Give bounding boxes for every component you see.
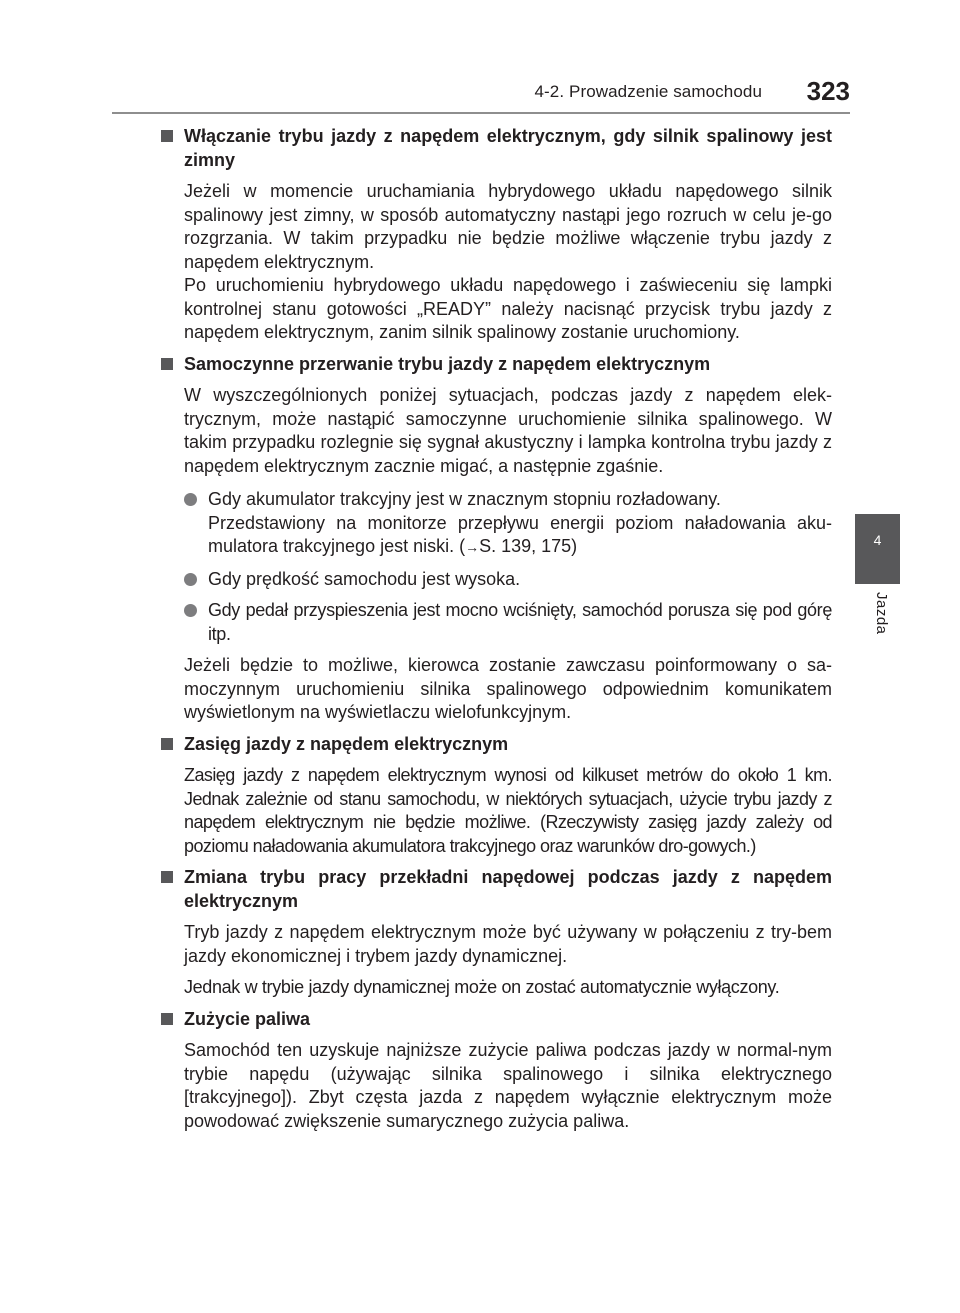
square-bullet-icon xyxy=(161,871,173,883)
list-item-detail-text: Przedstawiony na monitorze przepływu energii poziom naładowania aku-mulatora trakcyjnego jest niski. ( xyxy=(208,512,832,556)
square-bullet-icon xyxy=(161,130,173,142)
square-bullet-icon xyxy=(161,1013,173,1025)
list-item xyxy=(160,568,832,592)
header-rule xyxy=(112,112,850,114)
section-heading xyxy=(160,353,832,377)
paragraph: Jednak w trybie jazdy dynamicznej może on zostać automatycznie wyłączony. xyxy=(184,977,780,997)
section-heading-text: Zużycie paliwa xyxy=(184,1008,311,1029)
list-item-text: Gdy prędkość samochodu jest wysoka. xyxy=(208,568,521,589)
section-ev-range xyxy=(160,733,832,859)
section-ev-cold-engine xyxy=(160,125,832,345)
list-item xyxy=(160,599,832,646)
circle-bullet-icon xyxy=(184,493,197,506)
section-auto-cancel xyxy=(160,353,832,725)
section-heading xyxy=(160,125,832,172)
circle-bullet-icon xyxy=(184,604,197,617)
section-heading-text: Samoczynne przerwanie trybu jazdy z napędem elektrycznym xyxy=(184,353,711,374)
list-item-detail xyxy=(208,512,832,560)
section-heading-text: Zasięg jazdy z napędem elektrycznym xyxy=(184,733,509,754)
section-heading xyxy=(160,733,832,757)
section-heading-text: Zmiana trybu pracy przekładni napędowej podczas jazdy z napędem elektrycznym xyxy=(184,867,832,911)
page-content xyxy=(160,125,832,1141)
paragraph: Samochód ten uzyskuje najniższe zużycie paliwa podczas jazdy w normal-nym trybie napędu (używając silnika spalinowego i silnika elektrycznego [trakcyjnego]). Zbyt częsta jazda z napędem wyłącznie elektrycznym może powodować zwiększenie sumarycznego zużycia paliwa. xyxy=(184,1040,832,1131)
page-reference: S. 139, 175) xyxy=(479,536,578,556)
section-heading xyxy=(160,866,832,913)
page-number: 323 xyxy=(806,76,850,106)
section-heading xyxy=(160,1008,832,1032)
paragraph: Zasięg jazdy z napędem elektrycznym wynosi od kilkuset metrów do około 1 km. Jednak zależnie od stanu samochodu, w niektórych sytuacjach, użycie trybu jazdy z napędem elektrycznym nie będzie możliwe. (Rzeczywisty zasięg jazdy zależy od poziomu naładowania akumulatora trakcyjnego oraz warunków dro-gowych.) xyxy=(184,765,832,856)
circle-bullet-icon xyxy=(184,573,197,586)
paragraph: Po uruchomieniu hybrydowego układu napędowego i zaświeceniu się lampki kontrolnej stanu gotowości „READY” należy nacisnąć przycisk trybu jazdy z napędem elektrycznym, zanim silnik spalinowy zostanie uruchomiony. xyxy=(184,275,832,342)
page-header-section: 4-2. Prowadzenie samochodu xyxy=(534,82,762,101)
list-item-text: Gdy akumulator trakcyjny jest w znacznym stopniu rozładowany. xyxy=(208,489,721,509)
section-transmission-mode xyxy=(160,866,832,1000)
chapter-tab xyxy=(855,514,900,584)
section-heading-text: Włączanie trybu jazdy z napędem elektrycznym, gdy silnik spalinowy jest zimny xyxy=(184,126,832,170)
paragraph: Jeżeli będzie to możliwe, kierowca zostanie zawczasu poinformowany o sa-moczynnym uruchomieniu silnika spalinowego odpowiednim komunikatem wyświetlonym na wyświetlaczu wielofunkcyjnym. xyxy=(184,655,832,722)
square-bullet-icon xyxy=(161,358,173,370)
list-item-text: Gdy pedał przyspieszenia jest mocno wciśnięty, samochód porusza się pod górę itp. xyxy=(208,600,832,644)
chapter-tab-number: 4 xyxy=(873,532,882,548)
section-fuel-consumption xyxy=(160,1008,832,1134)
paragraph: Jeżeli w momencie uruchamiania hybrydowego układu napędowego silnik spalinowy jest zimny, w sposób automatyczny nastąpi jego rozruch w celu je-go rozgrzania. W takim przypadku nie będzie możliwe włączenie trybu jazdy z napędem elektrycznym. xyxy=(184,181,832,272)
square-bullet-icon xyxy=(161,738,173,750)
paragraph: Tryb jazdy z napędem elektrycznym może być używany w połączeniu z try-bem jazdy ekonomicznej i trybem jazdy dynamicznej. xyxy=(184,922,832,966)
paragraph: W wyszczególnionych poniżej sytuacjach, podczas jazdy z napędem elek-trycznym, może nastąpić samoczynne uruchomienie silnika spalinowego. W takim przypadku rozlegnie się sygnał akustyczny i lampka kontrolna trybu jazdy z napędem elektrycznym zacznie migać, a następnie zgaśnie. xyxy=(184,385,832,476)
chapter-tab-label: Jazda xyxy=(873,592,890,635)
list-item xyxy=(160,488,832,560)
arrow-right-icon: → xyxy=(465,539,480,555)
